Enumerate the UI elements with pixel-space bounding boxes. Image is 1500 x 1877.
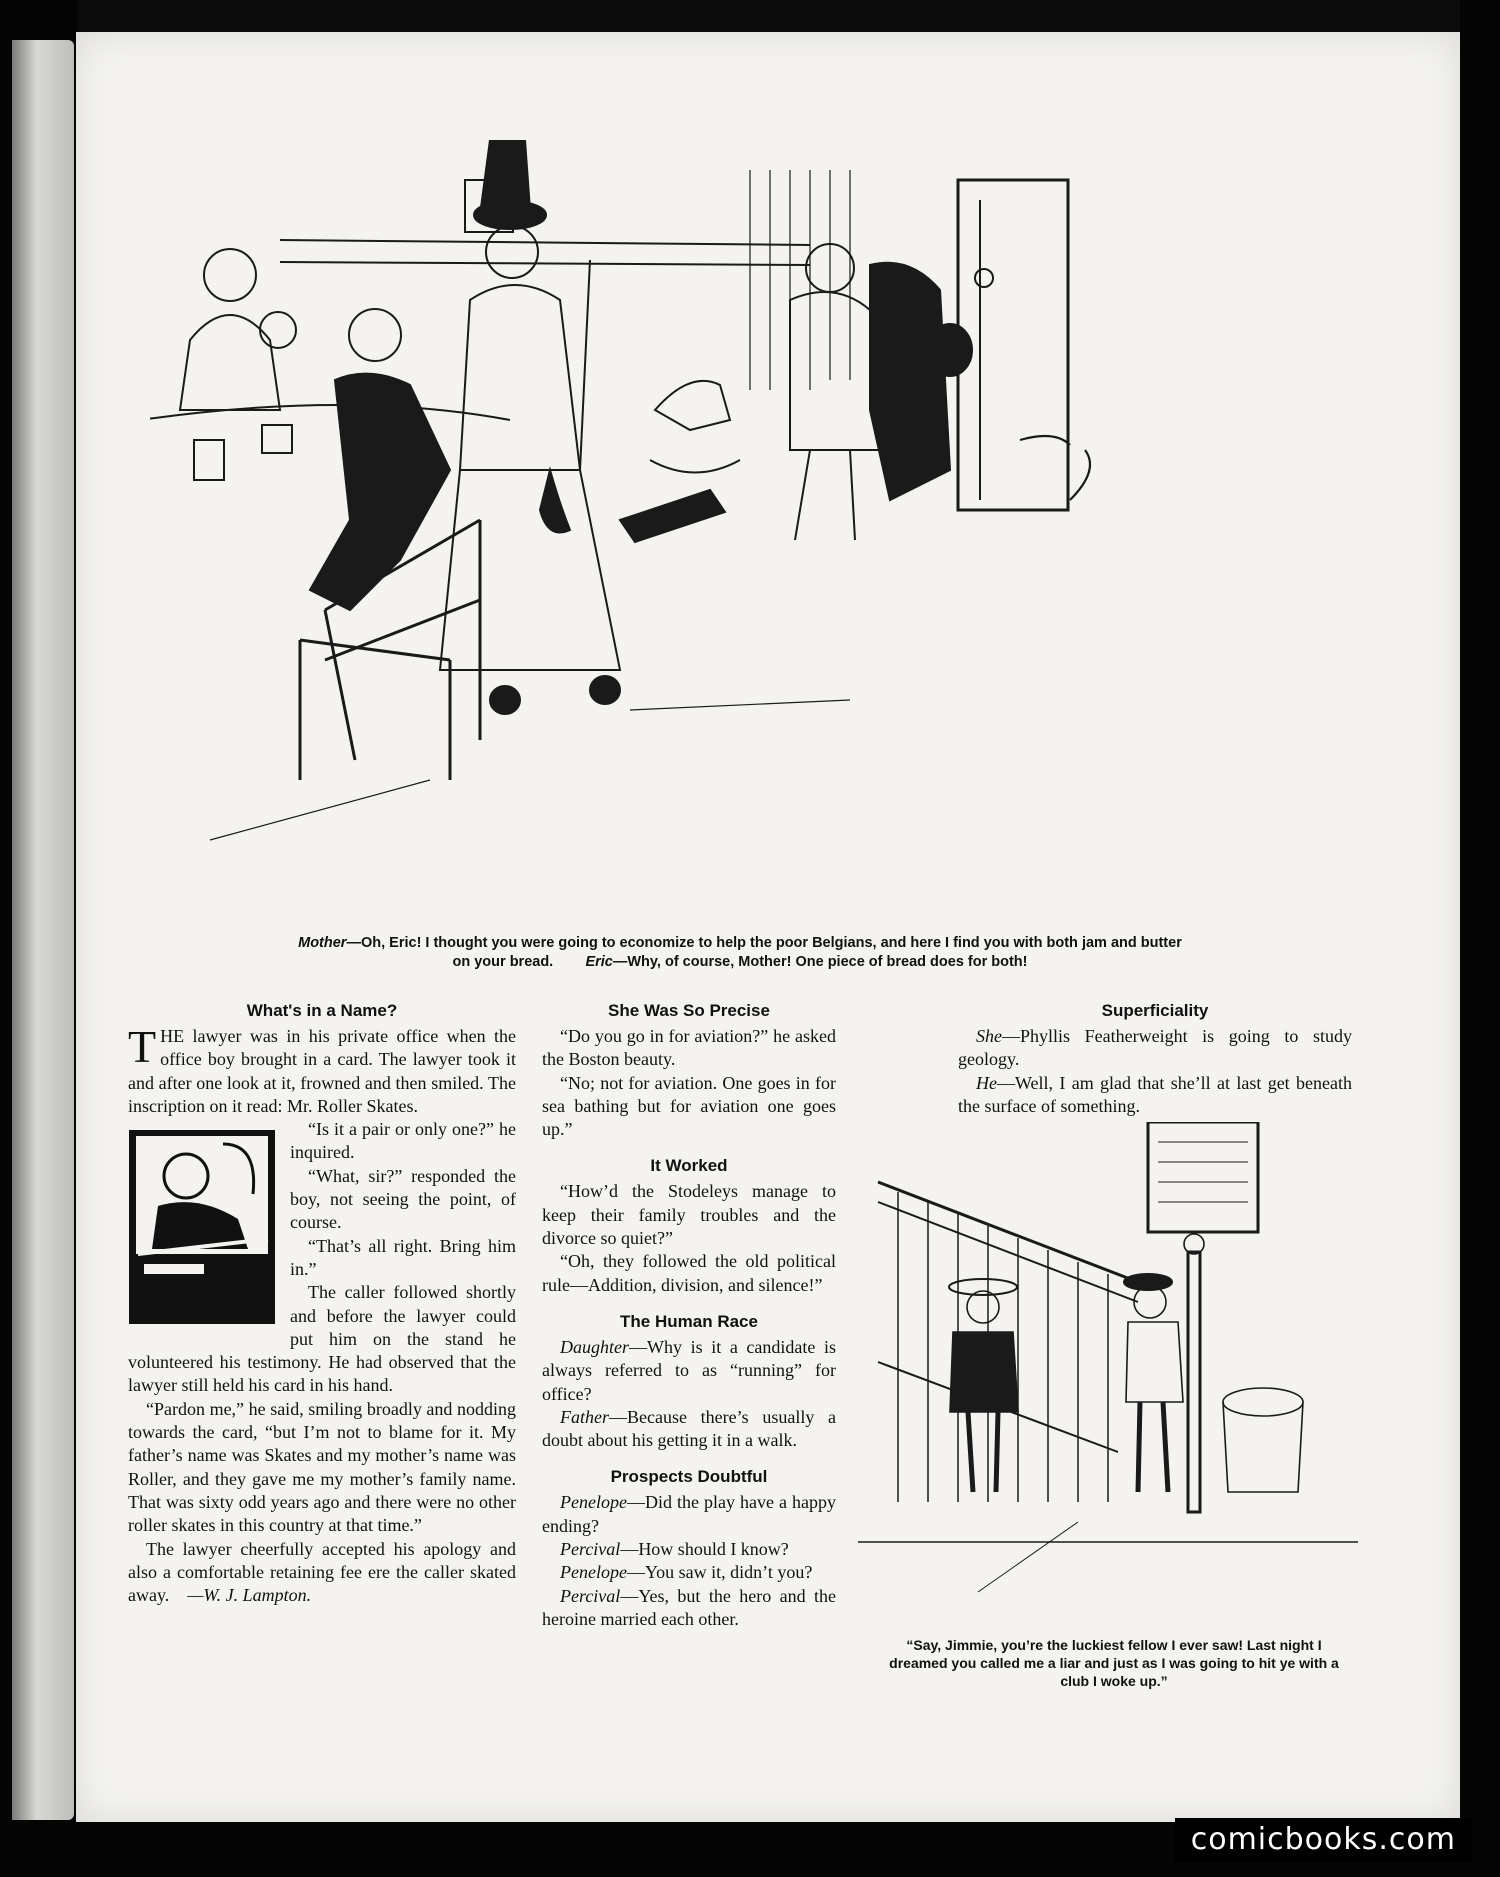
prospects-p3-text: —You saw it, didn’t you?	[626, 1562, 813, 1583]
precise-p2: “No; not for aviation. One goes in for sea bathing but for aviation one goes up.”	[542, 1072, 836, 1140]
paragraph-1-text: HE lawyer was in his private office when the office boy brought in a card. The lawyer took it and after one look at it, frowned and then smiled. The inscription on it read: Mr. Roller Skates.	[128, 1026, 516, 1116]
lawyer-illustration	[128, 1124, 276, 1324]
speaker-father: Father	[560, 1406, 609, 1427]
paragraph-7-text: The lawyer cheerfully accepted his apology and also a comfortable retaining fee ere the caller skated away.	[128, 1538, 516, 1606]
speaker-she: She	[976, 1026, 1002, 1046]
caption-speaker-eric: Eric	[585, 954, 613, 970]
superficiality-p2-text: —Well, I am glad that she’ll at last get beneath the surface of something.	[958, 1072, 1352, 1116]
worked-p1: “How’d the Stodeleys manage to keep their family troubles and the divorce so quiet?”	[542, 1181, 836, 1249]
column-superficiality	[958, 1000, 1352, 1118]
prospects-p4	[542, 1585, 836, 1632]
superficiality-p2	[958, 1072, 1352, 1119]
paragraph-1	[128, 1021, 516, 1118]
heading-she-was-so-precise: She Was So Precise	[608, 1001, 770, 1020]
heading-it-worked: It Worked	[650, 1156, 728, 1176]
paragraph-4: “That’s all right. Bring him in.”	[290, 1235, 516, 1279]
heading-superficiality: Superficiality	[1101, 1001, 1209, 1020]
race-p1-text: —Why is it a candidate is always referred to as “running” for office?	[542, 1336, 836, 1404]
speaker-daughter: Daughter	[560, 1336, 629, 1357]
column-jokes	[542, 1000, 836, 1631]
paragraph-7	[128, 1538, 516, 1608]
heading-the-human-race: The Human Race	[620, 1311, 758, 1331]
prospects-p3	[542, 1561, 836, 1584]
superficiality-p1-text: —Phyllis Featherweight is going to study geology.	[958, 1026, 1352, 1070]
watermark: comicbooks.com	[1175, 1818, 1472, 1862]
speaker-percival-1: Percival	[560, 1539, 621, 1560]
prospects-p2-text: —How should I know?	[620, 1539, 789, 1560]
caption-line-1: —Oh, Eric! I thought you were going to economize to help the poor Belgians, and here I find you with both jam and butter	[346, 935, 1182, 951]
scan-border-right	[1460, 0, 1500, 1877]
column-whats-in-a-name	[128, 1000, 516, 1607]
race-p2-text: —Because there’s usually a doubt about his getting it in a walk.	[542, 1406, 836, 1451]
speaker-percival-2: Percival	[560, 1585, 621, 1606]
paragraph-6: “Pardon me,” he said, smiling broadly and nodding towards the card, “but I’m not to blame for it. My father’s name was Skates and my mother’s name was Roller, and they gave me my mother’s family name. That was sixty odd years ago and there were no other roller skates in this country at that time.”	[128, 1398, 516, 1536]
speaker-penelope-1: Penelope	[560, 1492, 627, 1513]
race-p1	[542, 1336, 836, 1406]
paragraph-2: “Is it a pair or only one?” he inquired.	[290, 1119, 516, 1163]
worked-p2: “Oh, they followed the old political rule—Addition, division, and silence!”	[542, 1251, 836, 1295]
heading-prospects-doubtful: Prospects Doubtful	[610, 1467, 768, 1487]
race-p2	[542, 1406, 836, 1453]
main-illustration	[150, 140, 1330, 900]
caption-speaker-mother: Mother	[298, 935, 347, 951]
speaker-penelope-2: Penelope	[560, 1562, 627, 1583]
paragraph-5: The caller followed shortly and before the lawyer could put him on the stand he volunteered his testimony. He had observed that the lawyer still held his card in his hand.	[128, 1282, 516, 1396]
speaker-he: He	[976, 1072, 997, 1093]
heading-whats-in-a-name: What's in a Name?	[246, 1001, 398, 1020]
superficiality-p1	[958, 1025, 1352, 1072]
drop-cap: T	[128, 1021, 157, 1072]
prospects-p2	[542, 1538, 836, 1561]
facing-page-edge	[12, 40, 74, 1820]
author-signature: —W. J. Lampton.	[187, 1585, 312, 1606]
street-illustration	[858, 1122, 1358, 1596]
caption-line-2: on your bread.	[452, 954, 554, 970]
prospects-p1-text: —Did the play have a happy ending?	[542, 1492, 836, 1536]
prospects-p4-text: —Yes, but the hero and the heroine married each other.	[542, 1585, 836, 1629]
paragraph-3: “What, sir?” responded the boy, not seeing the point, of course.	[290, 1165, 516, 1233]
precise-p1: “Do you go in for aviation?” he asked the Boston beauty.	[542, 1026, 836, 1070]
main-caption	[200, 934, 1280, 972]
prospects-p1	[542, 1491, 836, 1538]
caption-line-3: —Why, of course, Mother! One piece of bread does for both!	[612, 954, 1028, 970]
street-caption: “Say, Jimmie, you’re the luckiest fellow I ever saw! Last night I dreamed you called me a liar and just as I was going to hit ye with a club I woke up.”	[889, 1637, 1339, 1689]
